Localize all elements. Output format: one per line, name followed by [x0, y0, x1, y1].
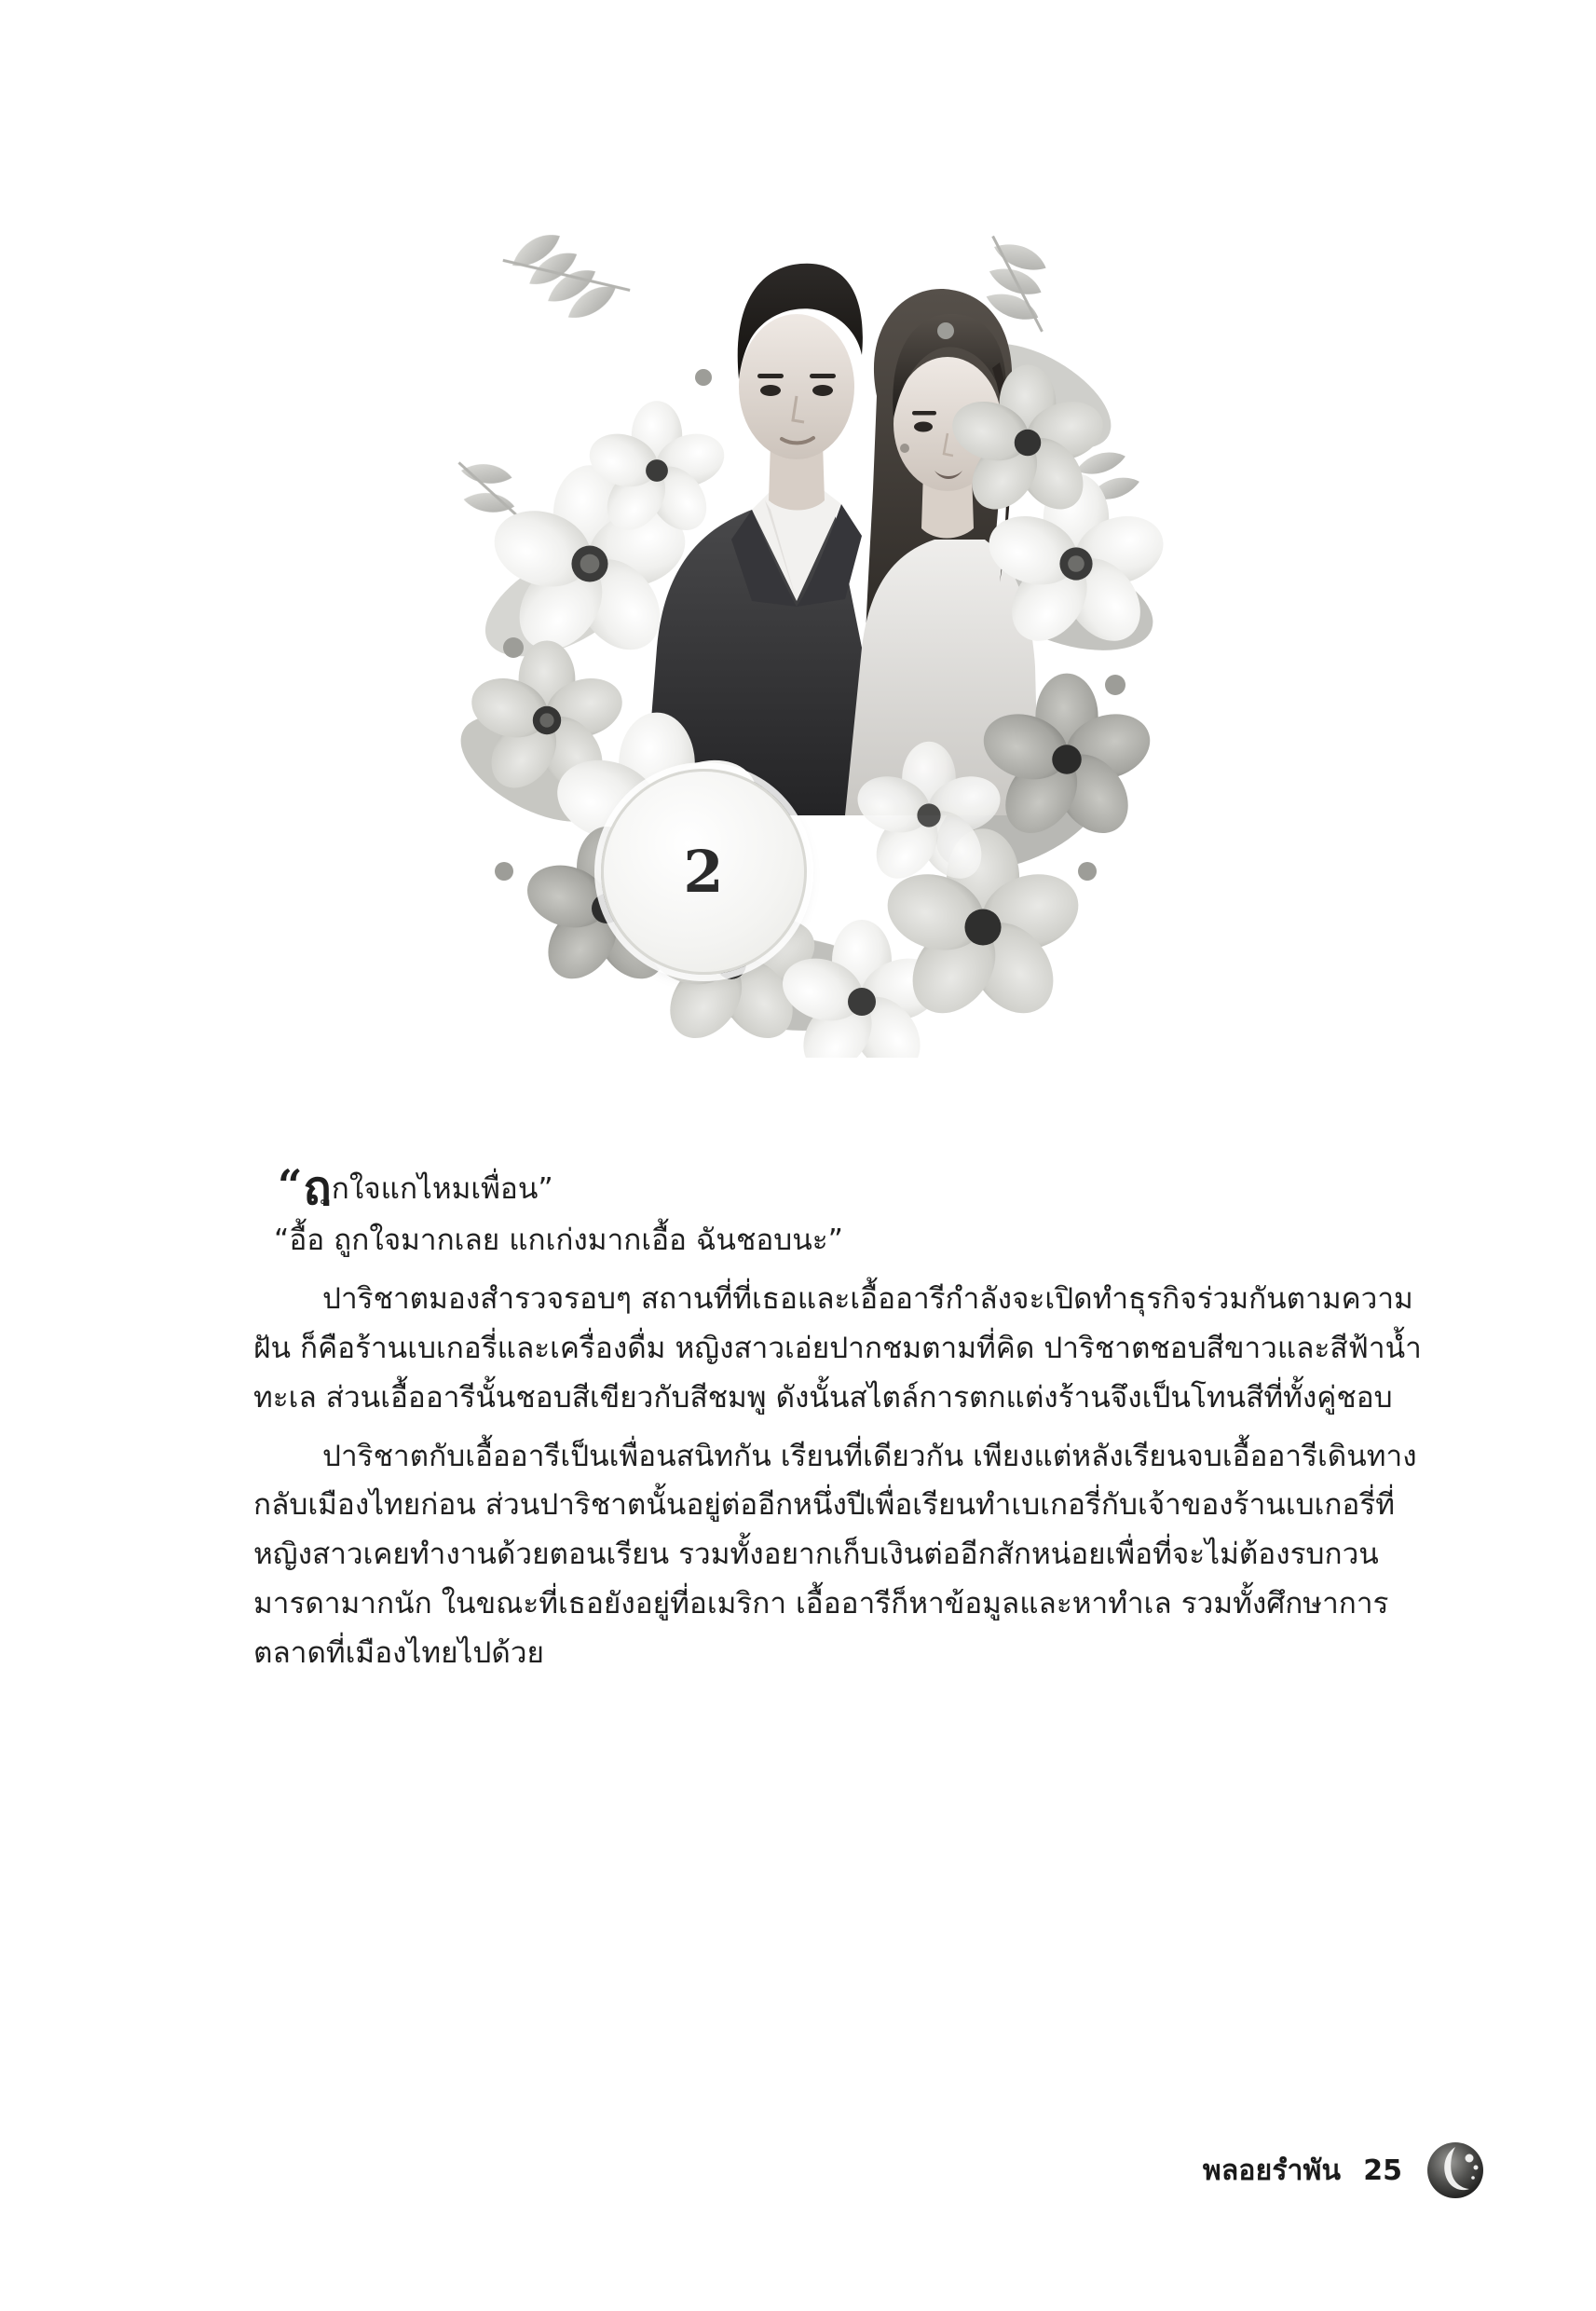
footer-content — [1203, 2140, 1486, 2201]
book-title: พลอยรำพัน — [1202, 2154, 1342, 2187]
publisher-logo-icon — [1425, 2140, 1486, 2201]
page-footer — [0, 2117, 1596, 2201]
paragraph-1: ปาริชาตมองสำรวจรอบๆ สถานที่ที่เธอและเอื้ออารีกำลังจะเปิดทำธุรกิจร่วมกันตามความฝัน ก็คือร้านเบเกอรี่และเครื่องดื่ม หญิงสาวเอ่ยปากชมตามที่คิด ปาริชาตชอบสีขาวและสีฟ้าน้ำทะเล ส่วนเอื้ออารีนั้นชอบสีเขียวกับสีชมพู ดังนั้นสไตล์การตกแต่งร้านจึงเป็นโทนสีที่ทั้งคู่ชอบ — [253, 1281, 1422, 1415]
open-quote-glyph: “ — [278, 1160, 303, 1210]
drop-cap: ถ — [303, 1161, 332, 1215]
page-body-text — [253, 1160, 1432, 1680]
paragraph-2: ปาริชาตกับเอื้ออารีเป็นเพื่อนสนิทกัน เรียนที่เดียวกัน เพียงแต่หลังเรียนจบเอื้ออารีเดินทางกลับเมืองไทยก่อน ส่วนปาริชาตนั้นอยู่ต่ออีกหนึ่งปีเพื่อเรียนทำเบเกอรี่กับเจ้าของร้านเบเกอรี่ที่หญิงสาวเคยทำงานด้วยตอนเรียน รวมทั้งอยากเก็บเงินต่ออีกสักหน่อยเพื่อที่จะไม่ต้องรบกวนมารดามากนัก ในขณะที่เธอยังอยู่ที่อเมริกา เอื้ออารีก็หาข้อมูลและหาทำเล รวมทั้งศึกษาการตลาดที่เมืองไทยไปด้วย — [253, 1439, 1417, 1671]
chapter-illustration — [424, 163, 1169, 1058]
illustration-svg — [424, 163, 1169, 1058]
publisher-logo — [1425, 2140, 1486, 2201]
chapter-number-badge — [601, 769, 807, 975]
chapter-number: 2 — [683, 837, 725, 906]
page-number: 25 — [1363, 2154, 1402, 2187]
dialogue-line-1-rest: ูกใจแกไหมเพื่อน” — [331, 1172, 553, 1206]
couple-portrait — [644, 264, 1039, 815]
dialogue-line-1 — [253, 1160, 1432, 1215]
dialogue-line-2: “อื้อ ถูกใจมากเลย แกเก่งมากเอื้อ ฉันชอบนะ” — [274, 1223, 844, 1257]
